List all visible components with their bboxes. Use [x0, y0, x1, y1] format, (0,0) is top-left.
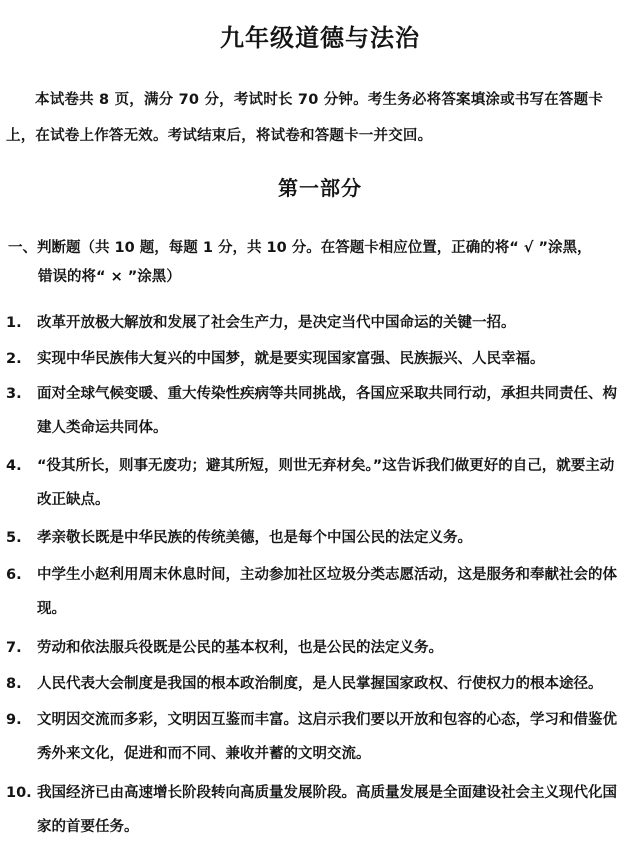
question-number: 6. — [6, 567, 22, 583]
question-number: 2. — [6, 351, 22, 367]
question-number: 10. — [6, 785, 32, 801]
question-item — [6, 703, 628, 771]
section-heading: 第一部分 — [278, 176, 362, 200]
question-text: 孝亲敬长既是中华民族的传统美德，也是每个中国公民的法定义务。 — [37, 530, 472, 546]
question-text: 文明因交流而多彩，文明因互鉴而丰富。这启示我们要以开放和包容的心态，学习和借鉴优秀外来文化，促进和而不同、兼收并蓄的文明交流。 — [37, 712, 617, 762]
question-number: 7. — [6, 640, 22, 656]
question-text: 实现中华民族伟大复兴的中国梦，就是要实现国家富强、民族振兴、人民幸福。 — [37, 351, 545, 367]
part-one-instructions — [8, 234, 628, 292]
question-number: 8. — [6, 676, 22, 692]
part-one-label: 一、判断题（共 10 题，每题 1 分，共 10 分。在答题卡相应位置，正确的将“ √ ”涂黑， — [8, 240, 592, 256]
question-text: 劳动和依法服兵役既是公民的基本权利，也是公民的法定义务。 — [37, 640, 443, 656]
question-number: 3. — [6, 386, 22, 402]
question-item — [6, 306, 628, 340]
question-item — [6, 521, 628, 555]
question-item — [6, 776, 628, 844]
exam-instructions: 本试卷共 8 页，满分 70 分，考试时长 70 分钟。考生务必将答案填涂或书写在答题卡上，在试卷上作答无效。考试结束后，将试卷和答题卡一并交回。 — [6, 92, 604, 144]
question-item — [6, 377, 628, 445]
part-one-label-continued: 错误的将“ × ”涂黑） — [38, 269, 181, 285]
question-item — [6, 342, 628, 376]
question-number: 4. — [6, 458, 22, 474]
question-item — [6, 558, 628, 626]
page-title: 九年级道德与法治 — [220, 23, 420, 52]
question-text: 面对全球气候变暖、重大传染性疾病等共同挑战，各国应采取共同行动，承担共同责任、构建人类命运共同体。 — [37, 386, 617, 436]
question-text: 我国经济已由高速增长阶段转向高质量发展阶段。高质量发展是全面建设社会主义现代化国家的首要任务。 — [37, 785, 617, 835]
question-item — [6, 667, 628, 701]
question-number: 9. — [6, 712, 22, 728]
question-number: 5. — [6, 530, 22, 546]
question-item — [6, 449, 628, 517]
question-text: 改革开放极大解放和发展了社会生产力，是决定当代中国命运的关键一招。 — [37, 315, 516, 331]
question-number: 1. — [6, 315, 22, 331]
question-text: “役其所长，则事无废功；避其所短，则世无弃材矣。”这告诉我们做更好的自己，就要主动改正缺点。 — [37, 458, 615, 508]
question-text: 人民代表大会制度是我国的根本政治制度，是人民掌握国家政权、行使权力的根本途径。 — [37, 676, 603, 692]
question-text: 中学生小赵利用周末休息时间，主动参加社区垃圾分类志愿活动，这是服务和奉献社会的体现。 — [37, 567, 617, 617]
question-item — [6, 631, 628, 665]
